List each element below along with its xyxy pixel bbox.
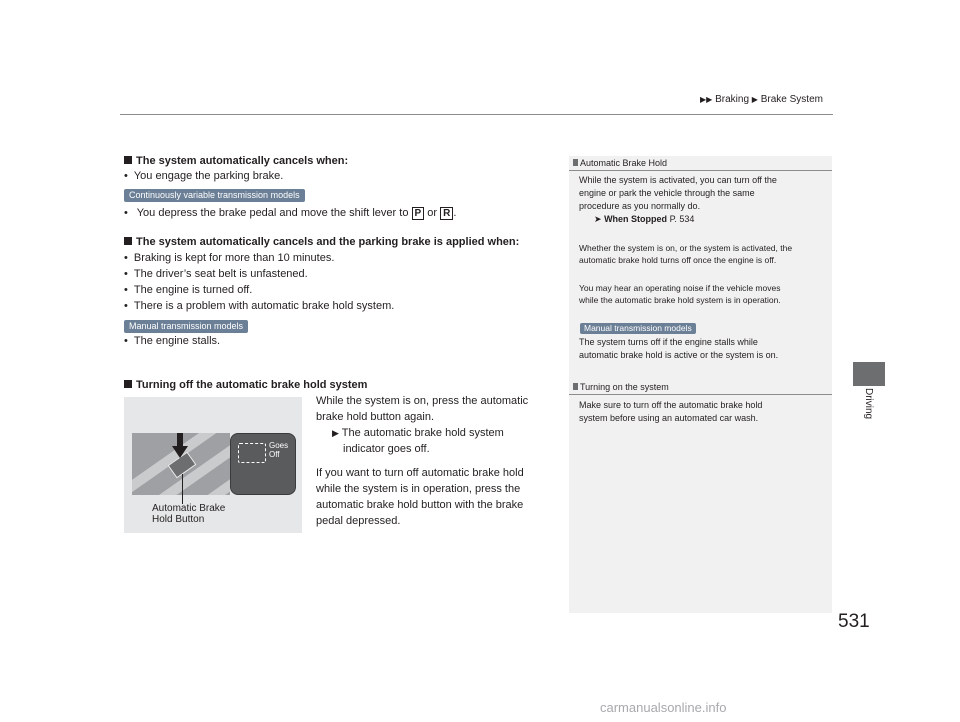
section-heading-cancels — [124, 155, 348, 167]
callout-line: Off — [269, 450, 280, 459]
breadcrumb-arrow-icon: ▶ — [751, 95, 758, 104]
shift-key-p: P — [412, 207, 425, 220]
period-text: . — [453, 207, 457, 219]
breadcrumb-brake-system[interactable]: Brake System — [760, 94, 823, 105]
section-heading-turning-off-text: Turning off the automatic brake hold system — [136, 379, 368, 391]
press-arrow-icon — [172, 433, 188, 459]
chapter-side-label — [852, 388, 886, 438]
watermark: carmanualsonline.info — [600, 700, 727, 715]
note-line: system before using an automated car wash. — [579, 413, 759, 423]
indicator-callout — [230, 433, 296, 495]
note-line: Make sure to turn off the automatic brake hold — [579, 400, 763, 410]
label-line: Hold Button — [152, 514, 205, 525]
bullet-engine-off: • The engine is turned off. — [124, 284, 252, 296]
note-body-3 — [579, 282, 831, 306]
section-heading-parking-applied — [124, 236, 519, 248]
callout-text — [269, 441, 288, 459]
result-arrow-icon: ▶ — [332, 428, 339, 438]
section-heading-turning-off — [124, 379, 367, 391]
note-body-4 — [579, 336, 831, 362]
bullet-shift-lever — [124, 207, 456, 220]
console-photo — [132, 433, 230, 495]
heading-square-icon — [124, 380, 132, 388]
note-line: Whether the system is on, or the system is activated, the — [579, 243, 793, 253]
note-divider — [569, 394, 832, 395]
chapter-tab-marker — [853, 362, 885, 386]
chapter-side-label-text: Driving — [863, 388, 874, 420]
breadcrumb-braking[interactable]: Braking — [715, 94, 749, 105]
result-line: indicator goes off. — [343, 443, 430, 455]
note-line: automatic brake hold turns off once the engine is off. — [579, 255, 777, 265]
note-line: The system turns off if the engine stalls while — [579, 337, 758, 347]
instruction-line: while the system is in operation, press the — [316, 483, 521, 495]
brake-hold-illustration — [124, 397, 302, 533]
note-divider — [569, 170, 832, 171]
bullet-seat-belt: • The driver’s seat belt is unfastened. — [124, 268, 308, 280]
note-line: engine or park the vehicle through the same — [579, 188, 755, 198]
label-line: Automatic Brake — [152, 503, 226, 514]
shift-lever-text: You depress the brake pedal and move the shift lever to — [136, 207, 412, 219]
turning-off-instructions — [316, 393, 528, 529]
note-title-brake-hold-text: Automatic Brake Hold — [580, 158, 668, 168]
reference-arrow-icon: ➤ — [594, 214, 602, 224]
callout-line: Goes — [269, 441, 289, 450]
bullet-parking-brake: • You engage the parking brake. — [124, 170, 283, 182]
spacer — [316, 457, 528, 465]
breadcrumb-arrow-icon: ▶▶ — [700, 95, 713, 104]
bullet-braking-kept: • Braking is kept for more than 10 minutes. — [124, 252, 334, 264]
note-line: procedure as you normally do. — [579, 201, 701, 211]
indicator-off-icon — [238, 443, 266, 463]
note-title-turning-on — [573, 382, 669, 392]
instruction-line: automatic brake hold button with the brake — [316, 499, 524, 511]
heading-square-icon — [124, 156, 132, 164]
note-marker-icon — [573, 383, 578, 390]
instruction-line: If you want to turn off automatic brake hold — [316, 467, 524, 479]
note-body-1 — [579, 174, 829, 226]
tag-manual-models: Manual transmission models — [124, 320, 248, 333]
note-reference[interactable] — [579, 213, 829, 226]
bullet-system-problem: • There is a problem with automatic brake hold system. — [124, 300, 394, 312]
bullet-engine-stalls: • The engine stalls. — [124, 335, 220, 347]
header-divider — [120, 114, 833, 115]
note-body-2 — [579, 242, 831, 266]
or-text: or — [424, 207, 441, 219]
note-line: automatic brake hold is active or the system is on. — [579, 350, 779, 360]
instruction-line: While the system is on, press the automatic — [316, 395, 529, 407]
note-line: You may hear an operating noise if the vehicle moves — [579, 283, 781, 293]
shift-key-r: R — [440, 207, 453, 220]
note-marker-icon — [573, 159, 578, 166]
note-line: While the system is activated, you can turn off the — [579, 175, 777, 185]
illustration-label — [152, 503, 225, 525]
instruction-line: pedal depressed. — [316, 515, 401, 527]
page-number: 531 — [838, 611, 870, 632]
reference-label: When Stopped — [604, 214, 668, 224]
note-title-brake-hold — [573, 158, 667, 168]
sidebar-notes — [569, 156, 832, 613]
note-body-5 — [579, 399, 831, 425]
tag-cvt-models: Continuously variable transmission models — [124, 189, 305, 202]
result-line — [316, 425, 528, 441]
note-title-turning-on-text: Turning on the system — [580, 382, 669, 392]
note-line: while the automatic brake hold system is in operation. — [579, 295, 781, 305]
result-text: The automatic brake hold system — [341, 427, 504, 439]
note-tag-manual-models: Manual transmission models — [580, 323, 696, 334]
label-leader-line — [182, 474, 183, 504]
reference-page: P. 534 — [667, 214, 695, 224]
section-heading-parking-applied-text: The system automatically cancels and the parking brake is applied when: — [136, 236, 520, 248]
section-heading-cancels-text: The system automatically cancels when: — [136, 155, 349, 167]
heading-square-icon — [124, 237, 132, 245]
breadcrumb — [700, 94, 823, 105]
instruction-line: brake hold button again. — [316, 411, 435, 423]
